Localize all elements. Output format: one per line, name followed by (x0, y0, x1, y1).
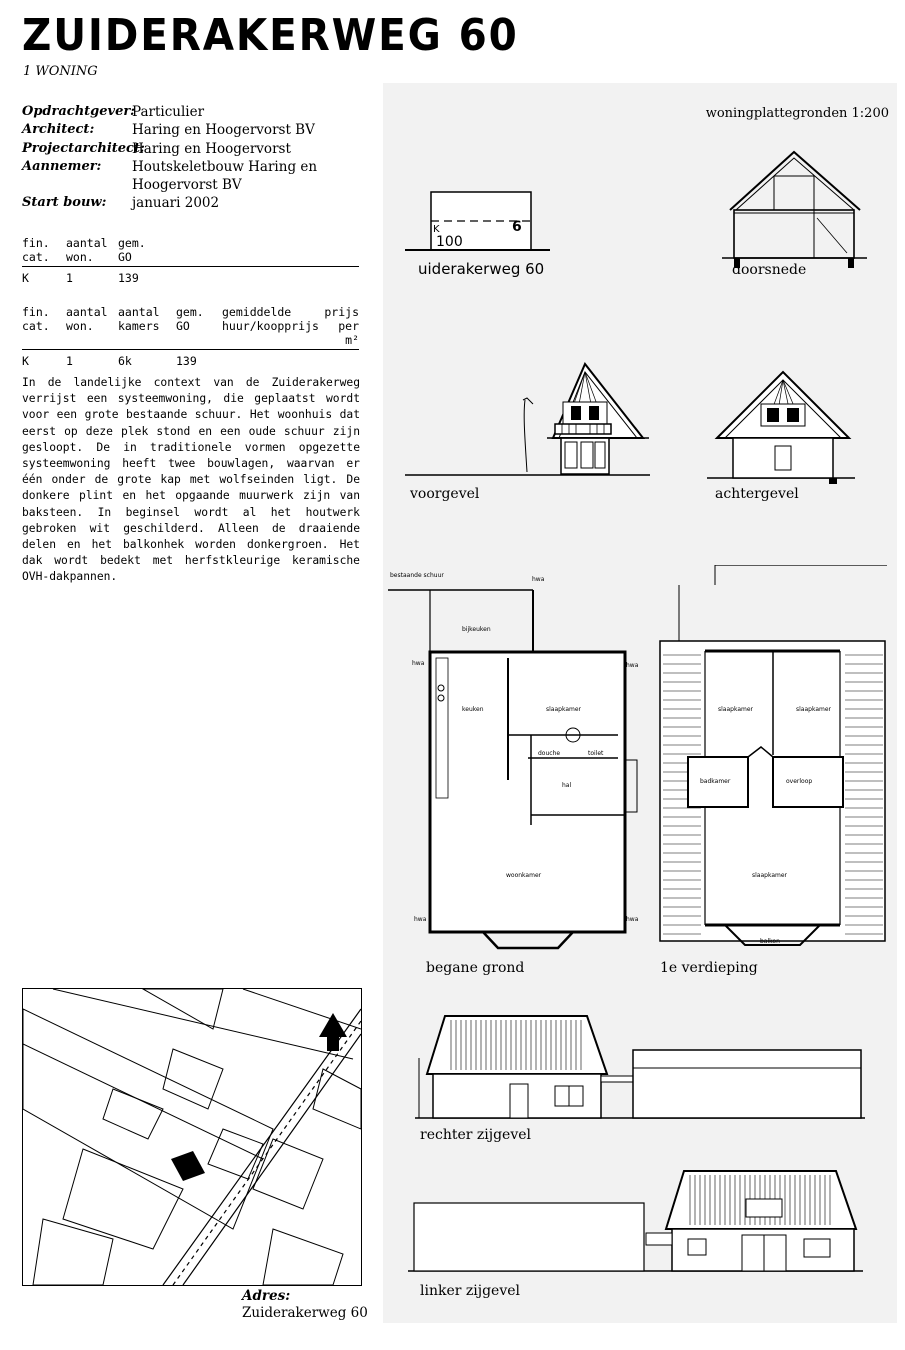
project-label: Architect: (22, 122, 95, 138)
table-header (66, 236, 118, 267)
project-value: Haring en Hoogervorst BV (132, 122, 315, 139)
table-header (176, 305, 222, 350)
project-label: Opdrachtgever: (22, 104, 135, 119)
table-header (22, 236, 66, 267)
project-row-project-architect (22, 140, 362, 158)
figures-table-2 (22, 305, 359, 368)
table-header-line: cat. (22, 250, 50, 264)
address-value: Zuiderakerweg 60 (242, 1305, 368, 1321)
room-bijkeuken: bijkeuken (462, 626, 491, 633)
table-cell: 1 (66, 354, 73, 368)
room-slaapkamer: slaapkamer (718, 706, 754, 713)
table-header-line: GO (176, 319, 190, 333)
map-drawing (23, 989, 361, 1285)
room-toilet: toilet (588, 750, 604, 757)
table-cell: K (22, 271, 29, 285)
table-header-line: fin. (22, 305, 50, 319)
table-header-line: won. (66, 319, 94, 333)
ground-floor-plan (388, 570, 653, 955)
project-value: Particulier (132, 104, 205, 120)
table-header-line: aantal (66, 305, 108, 319)
table-row (22, 350, 359, 369)
rear-elevation (707, 360, 855, 485)
table-header (22, 305, 66, 350)
table-cell: 1 (66, 271, 73, 285)
key-street-label: uiderakerweg 60 (418, 260, 545, 278)
room-hwa: hwa (532, 576, 545, 583)
label-linker-zijgevel: linker zijgevel (420, 1283, 520, 1299)
room-overloop: overloop (786, 778, 813, 785)
project-row-client (22, 103, 362, 121)
table-header-line: cat. (22, 319, 50, 333)
room-hwa: hwa (412, 660, 425, 667)
project-row-contractor (22, 158, 362, 195)
room-bestaande-schuur: bestaande schuur (390, 572, 444, 579)
front-elevation (405, 360, 650, 480)
scale-note: woningplattegronden 1:200 (705, 106, 889, 121)
room-keuken: keuken (462, 706, 484, 713)
room-slaapkamer: slaapkamer (546, 706, 582, 713)
project-info (22, 103, 362, 213)
location-map (22, 988, 362, 1286)
first-floor-plan (655, 565, 890, 957)
table-header-line: kamers (118, 319, 160, 333)
room-hal: hal (562, 782, 572, 789)
page-subtitle: 1 WONING (23, 64, 98, 79)
key-diagram (405, 188, 555, 256)
table-header-line: aantal (118, 305, 160, 319)
table-header (222, 305, 319, 350)
table-cell: K (22, 354, 29, 368)
table-header-line: won. (66, 250, 94, 264)
room-hwa: hwa (414, 916, 427, 923)
table-header-line: gemiddelde (222, 305, 292, 319)
key-6: 6 (512, 219, 522, 235)
address-label: Adres: (242, 1288, 291, 1304)
key-k: K (433, 224, 440, 235)
room-balkon: balkon (760, 938, 780, 945)
table-header-line: gem. (118, 236, 146, 250)
section-drawing (722, 148, 867, 270)
room-hwa: hwa (626, 916, 639, 923)
table-header (118, 305, 176, 350)
room-hwa: hwa (626, 662, 639, 669)
table-header-line: per m² (338, 319, 359, 347)
room-badkamer: badkamer (700, 778, 731, 785)
table-header-line: aantal (66, 236, 108, 250)
project-label: Projectarchitect: (22, 140, 145, 156)
label-rechter-zijgevel: rechter zijgevel (420, 1127, 532, 1143)
table-header-line: prijs (324, 305, 359, 319)
address (242, 1288, 368, 1322)
project-value: Houtskeletbouw Haring en Hoogervorst BV (132, 158, 318, 194)
table-header-line: fin. (22, 236, 50, 250)
label-voorgevel: voorgevel (410, 486, 480, 502)
right-side-elevation (415, 1008, 865, 1123)
project-value: Haring en Hoogervorst (132, 140, 291, 157)
table-row (22, 267, 359, 286)
table-header (118, 236, 359, 267)
room-douche: douche (538, 750, 561, 757)
table-header-line: huur/koopprijs (222, 319, 319, 333)
project-row-architect (22, 121, 362, 139)
project-label: Aannemer: (22, 158, 102, 174)
room-woonkamer: woonkamer (506, 872, 542, 879)
table-cell: 139 (118, 271, 139, 285)
label-eerste-verdieping: 1e verdieping (660, 960, 758, 976)
table-header-line: gem. (176, 305, 204, 319)
table-cell: 6k (118, 354, 132, 368)
table-cell (319, 350, 359, 369)
label-doorsnede: doorsnede (732, 262, 807, 278)
table-header-line: GO (118, 250, 132, 264)
label-achtergevel: achtergevel (715, 486, 799, 502)
project-row-start (22, 194, 362, 212)
label-begane-grond: begane grond (426, 960, 525, 976)
table-cell (222, 350, 319, 369)
project-description: In de landelijke context van de Zuiderakerweg verrijst een systeemwoning, die geplaatst wordt voor een grote bestaande schuur. Het woonhuis dat eerst op deze plek stond en een oude schuur zijn gesloopt. De in traditionele vormen opgezette systeemwoning heeft twee bouwlagen, waarvan er één onder de grote kap met wolfseinden ligt. De donkere plint en het opgaande muurwerk zijn van baksteen. In beginsel wordt al het houtwerk gebroken wit geschilderd. Alleen de draaiende delen en het balkonhek worden donkergroen. Het dak wordt bedekt met herfstkleurige keramische OVH-dakpannen. (22, 376, 360, 584)
page-title: ZUIDERAKERWEG 60 (22, 10, 519, 61)
table-header (319, 305, 359, 350)
figures-table-1 (22, 236, 359, 285)
project-value: januari 2002 (132, 195, 220, 212)
left-side-elevation (408, 1165, 863, 1277)
room-slaapkamer: slaapkamer (796, 706, 832, 713)
room-slaapkamer: slaapkamer (752, 872, 788, 879)
key-100: 100 (436, 234, 463, 250)
table-cell: 139 (176, 354, 197, 368)
table-header (66, 305, 118, 350)
project-label: Start bouw: (22, 195, 107, 211)
